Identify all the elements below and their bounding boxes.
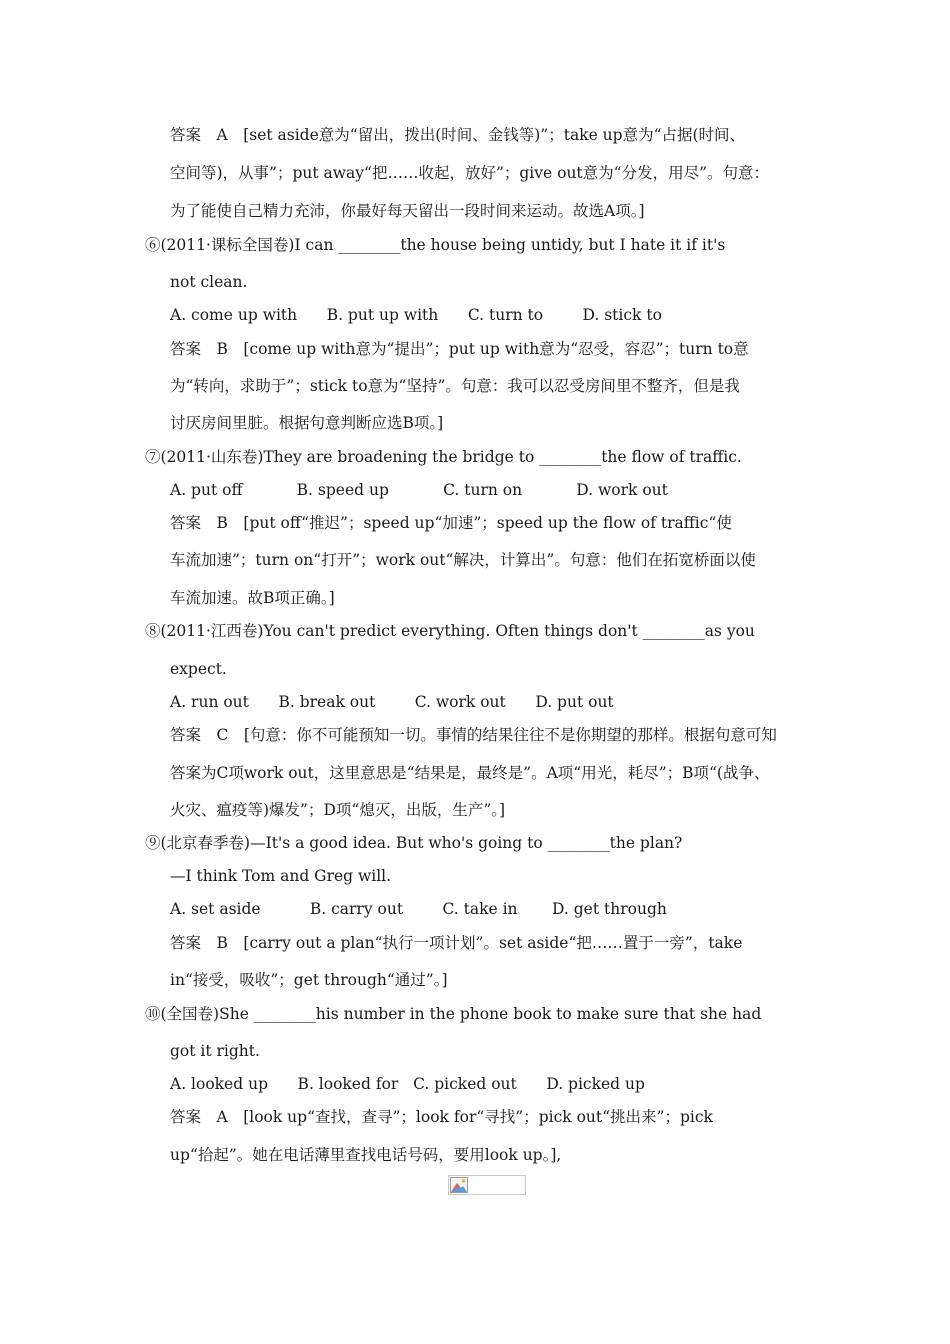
options-line: A. set aside B. carry out C. take in D. get through — [170, 900, 667, 918]
text-line: 讨厌房间里脏。根据句意判断应选B项。] — [170, 414, 444, 432]
text-line: 空间等)，从事”；put away“把……收起，放好”；give out意为“分发，用尽”。句意： — [170, 164, 770, 182]
text-line: 为“转向，求助于”；stick to意为“坚持”。句意：我可以忍受房间里不整齐，但是我 — [170, 377, 740, 395]
broken-image-icon — [450, 1177, 468, 1193]
text-line: 车流加速”；turn on“打开”；work out“解决，计算出”。句意：他们在拓宽桥面以使 — [170, 551, 756, 569]
options-line: A. run out B. break out C. work out D. put out — [170, 693, 614, 711]
question-line: ⑨(北京春季卷)—It's a good idea. But who's going to ________the plan? — [145, 834, 683, 852]
question-line: ⑦(2011·山东卷)They are broadening the bridge to ________the flow of traffic. — [145, 448, 742, 466]
text-line: 答案为C项work out，这里意思是“结果是，最终是”。A项“用光，耗尽”；B项“(战争、 — [170, 764, 770, 782]
options-line: A. come up with B. put up with C. turn to D. stick to — [170, 306, 662, 324]
text-line: got it right. — [170, 1042, 260, 1060]
text-line: expect. — [170, 660, 227, 678]
footer-logo — [448, 1175, 526, 1195]
question-line: ⑧(2011·江西卷)You can't predict everything. Often things don't ________as you — [145, 622, 755, 640]
text-line: 火灾、瘟疫等)爆发”；D项“熄灭，出版，生产”。] — [170, 801, 506, 819]
answer-line: 答案 B [come up with意为“提出”；put up with意为“忍受，容忍”；turn to意 — [170, 340, 749, 358]
text-line: up“拾起”。她在电话薄里查找电话号码，要用look up。], — [170, 1146, 562, 1164]
text-line: in“接受，吸收”；get through“通过”。] — [170, 971, 448, 989]
text-line: 车流加速。故B项正确。] — [170, 589, 335, 607]
text-line: 为了能使自己精力充沛，你最好每天留出一段时间来运动。故选A项。] — [170, 202, 645, 220]
options-line: A. put off B. speed up C. turn on D. work out — [170, 481, 668, 499]
text-line: —I think Tom and Greg will. — [170, 867, 392, 885]
question-line: ⑥(2011·课标全国卷)I can ________the house being untidy, but I hate it if it's — [145, 236, 726, 254]
answer-line: 答案 C [句意：你不可能预知一切。事情的结果往往不是你期望的那样。根据句意可知 — [170, 726, 777, 744]
text-line: not clean. — [170, 273, 248, 291]
question-line: ⑩(全国卷)She ________his number in the phone book to make sure that she had — [145, 1005, 762, 1023]
text-line: 答案 A [set aside意为“留出，拨出(时间、金钱等)”；take up意为“占据(时间、 — [170, 126, 746, 144]
answer-line: 答案 B [carry out a plan“执行一项计划”。set aside“把……置于一旁”，take — [170, 934, 743, 952]
options-line: A. looked up B. looked for C. picked out D. picked up — [170, 1075, 645, 1093]
answer-line: 答案 A [look up“查找，查寻”；look for“寻找”；pick out“挑出来”；pick — [170, 1108, 713, 1126]
answer-line: 答案 B [put off“推迟”；speed up“加速”；speed up the flow of traffic“使 — [170, 514, 732, 532]
